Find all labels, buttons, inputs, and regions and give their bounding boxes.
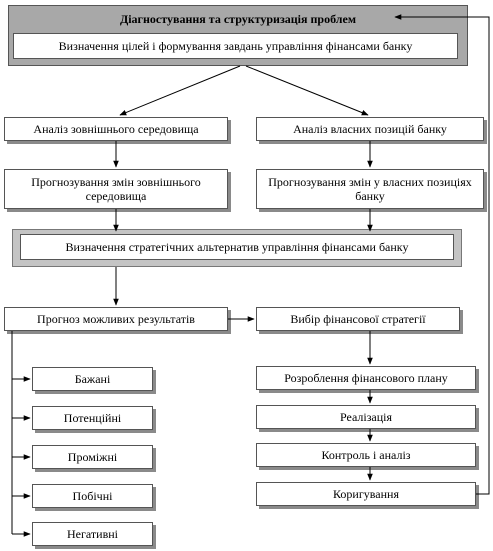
feedback-arrow xyxy=(395,17,489,494)
strategic-alternatives-box: Визначення стратегічних альтернатив управління фінансами банку xyxy=(20,234,454,260)
outcome-potential: Потенційні xyxy=(32,406,153,430)
internal-forecast-box: Прогнозування змін у власних позиціях банку xyxy=(256,169,484,209)
outcome-negative: Негативні xyxy=(32,522,153,546)
outcome-desired: Бажані xyxy=(32,367,153,391)
internal-analysis-box: Аналіз власних позицій банку xyxy=(256,117,484,141)
goals-box: Визначення цілей і формування завдань управління фінансами банку xyxy=(13,33,458,59)
arrow-to-internal-analysis xyxy=(246,66,368,115)
results-forecast-box: Прогноз можливих результатів xyxy=(4,307,228,331)
adjustment-box: Коригування xyxy=(256,482,476,506)
outcome-side: Побічні xyxy=(32,484,153,508)
financial-plan-box: Розроблення фінансового плану xyxy=(256,366,476,390)
arrow-to-external-analysis xyxy=(120,66,240,115)
outcome-intermediate: Проміжні xyxy=(32,445,153,469)
strategy-choice-box: Вибір фінансової стратегії xyxy=(256,307,460,331)
implementation-box: Реалізація xyxy=(256,405,476,429)
external-analysis-box: Аналіз зовнішнього середовища xyxy=(4,117,228,141)
external-forecast-box: Прогнозування змін зовнішнього середовища xyxy=(4,169,228,209)
diagnostics-title: Діагностування та структуризація проблем xyxy=(119,12,357,26)
control-analysis-box: Контроль і аналіз xyxy=(256,443,476,467)
